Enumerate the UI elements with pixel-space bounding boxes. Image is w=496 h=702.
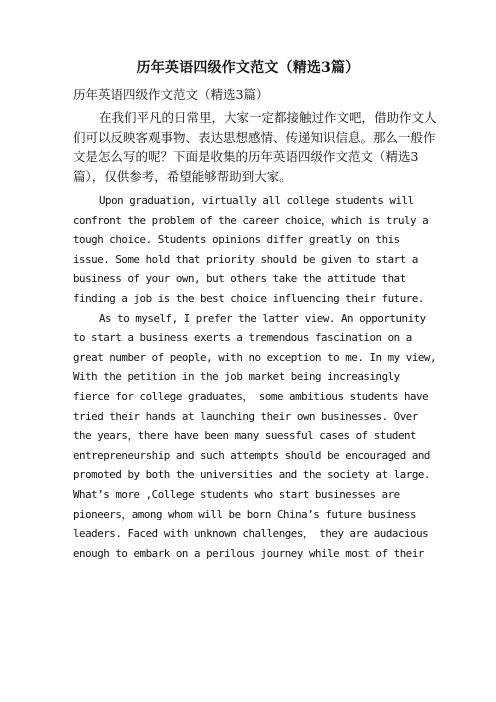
essay-line: Upon graduation, virtually all college students will xyxy=(99,194,414,207)
essay-line: business of your own, but others take the attitude that xyxy=(73,272,406,286)
intro-line: 篇），仅供参考，希望能够帮助到大家。 xyxy=(73,168,292,184)
document-subtitle: 历年英语四级作文范文（精选3篇） xyxy=(73,87,269,102)
document-title: 历年英语四级作文范文（精选3篇） xyxy=(136,60,360,76)
essay-line: pioneers，among whom will be born China’s future business xyxy=(73,507,417,521)
essay-line: promoted by both the universities and the society at large. xyxy=(73,468,430,482)
essay-body xyxy=(73,191,437,563)
intro-line: 在我们平凡的日常里，大家一定都接触过作文吧，借助作文人 xyxy=(99,110,437,125)
intro-line: 们可以反映客观事物、表达思想感情、传递知识信息。那么一般作 xyxy=(73,129,436,145)
essay-line: confront the problem of the career choice，which is truly a xyxy=(73,213,429,227)
essay-line: to start a business exerts a tremendous fascination on a xyxy=(73,331,412,345)
essay-line: leaders. Faced with unknown challenges， they are audacious xyxy=(73,527,429,541)
intro-paragraph xyxy=(73,108,437,186)
essay-line: tried their hands at launching their own businesses. Over xyxy=(73,409,418,423)
intro-line: 文是怎么写的呢？下面是收集的历年英语四级作文范文（精选3 xyxy=(73,149,419,164)
essay-line: enough to embark on a perilous journey while most of their xyxy=(73,546,424,560)
essay-line: entrepreneurship and such attempts should be encouraged and xyxy=(73,448,430,462)
essay-line: With the petition in the job market being increasingly xyxy=(73,370,400,384)
essay-line: the years，there have been many suessful cases of student xyxy=(73,429,417,443)
essay-line: finding a job is the best choice influencing their future. xyxy=(73,291,424,305)
essay-line: fierce for college graduates， some ambitious students have xyxy=(73,389,429,403)
essay-line: tough choice. Students opinions differ greatly on this xyxy=(73,233,400,247)
essay-line: issue. Some hold that priority should be given to start a xyxy=(73,252,418,266)
essay-line: As to myself, I prefer the latter view. An opportunity xyxy=(99,311,426,325)
essay-line: great number of people, with no exception to me. In my view, xyxy=(73,350,437,364)
essay-line: What’s more ,College students who start businesses are xyxy=(73,487,400,501)
